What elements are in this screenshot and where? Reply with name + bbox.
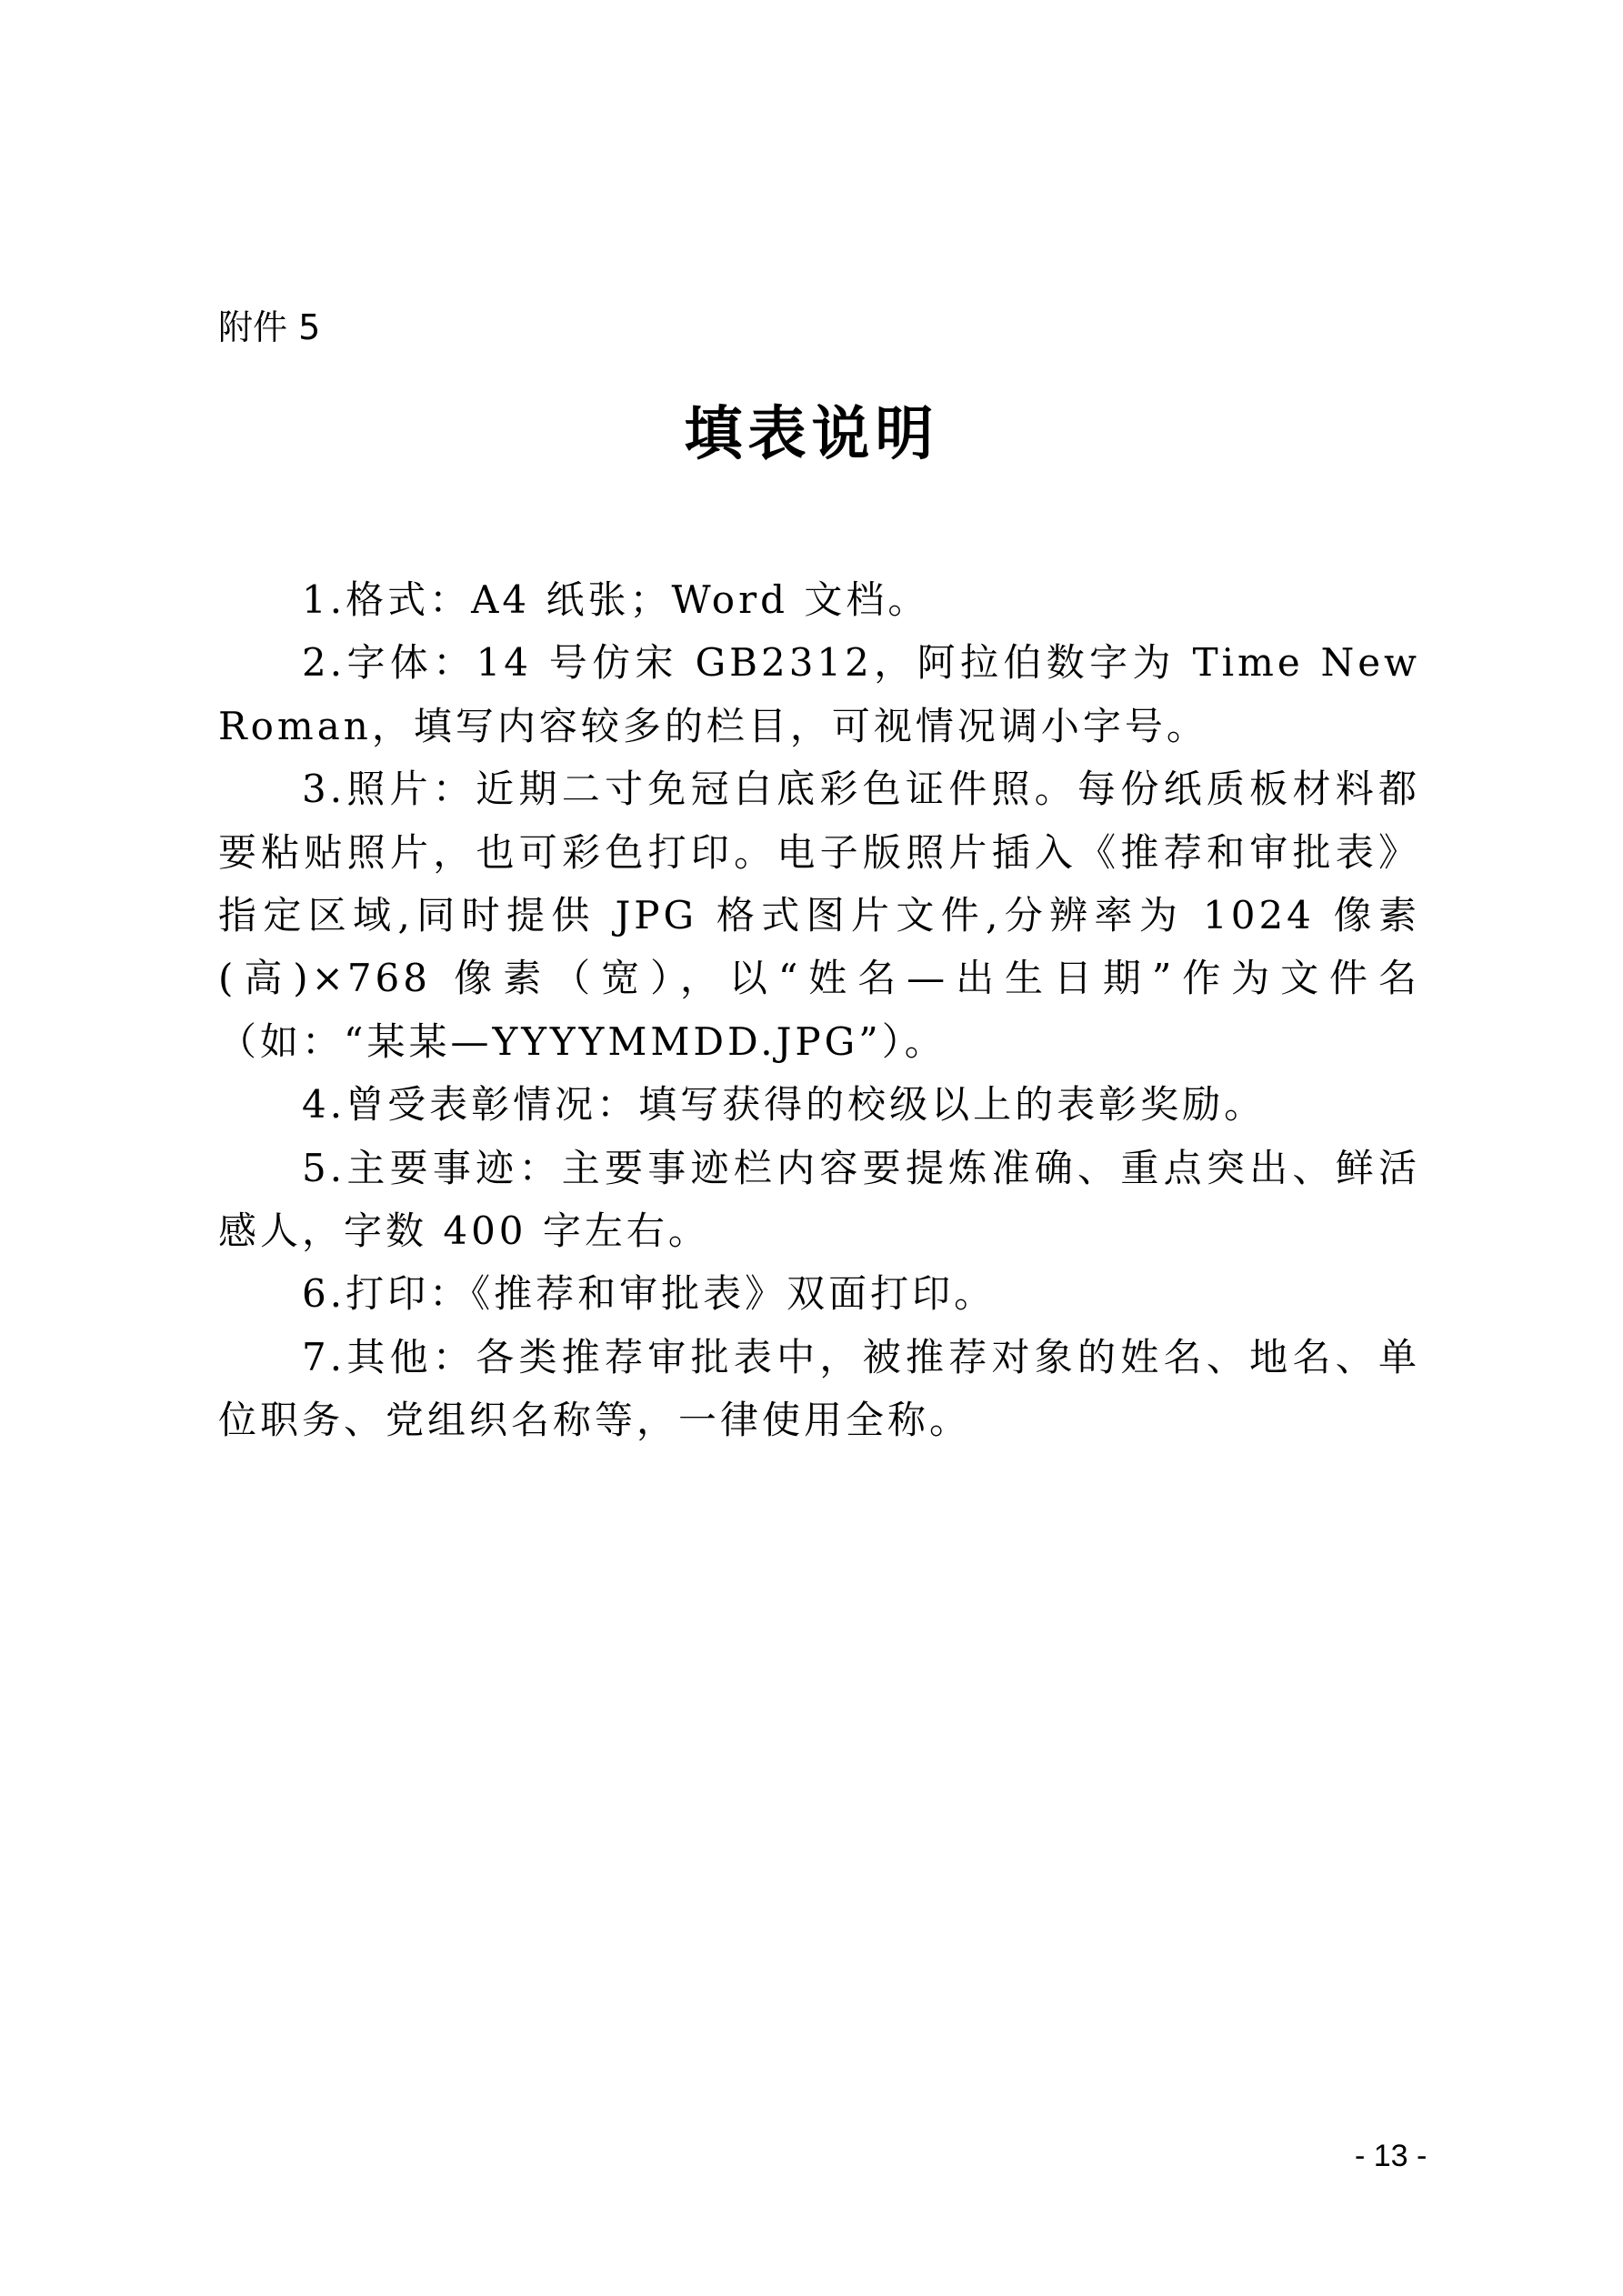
page-title: 填表说明 bbox=[684, 400, 939, 468]
instruction-item-deeds: 5.主要事迹：主要事迹栏内容要提炼准确、重点突出、鲜活感人，字数 400 字左右。 bbox=[218, 1145, 1420, 1254]
instruction-item-printing: 6.打印：《推荐和审批表》双面打印。 bbox=[302, 1271, 997, 1317]
instruction-item-format: 1.格式：A4 纸张；Word 文档。 bbox=[302, 577, 930, 622]
page-number: - 13 - bbox=[1355, 2139, 1428, 2173]
attachment-label: 附件 5 bbox=[218, 307, 321, 347]
instructions-body bbox=[218, 568, 1420, 1452]
instruction-item-font: 2.字体：14 号仿宋 GB2312，阿拉伯数字为 Time New Roman，填写内容较多的栏目，可视情况调小字号。 bbox=[218, 640, 1420, 748]
instruction-item-honors: 4.曾受表彰情况：填写获得的校级以上的表彰奖励。 bbox=[302, 1082, 1267, 1128]
instruction-item-other: 7.其他：各类推荐审批表中，被推荐对象的姓名、地名、单位职务、党组织名称等，一律使用全称。 bbox=[218, 1334, 1420, 1443]
instruction-item-photo: 3.照片：近期二寸免冠白底彩色证件照。每份纸质板材料都要粘贴照片，也可彩色打印。电子版照片插入《推荐和审批表》指定区域,同时提供 JPG 格式图片文件,分辨率为 1024 像素(高)×768 像素（宽），以“姓名—出生日期”作为文件名（如：“某某—YYYYMMDD.JPG”）。 bbox=[218, 767, 1420, 1064]
